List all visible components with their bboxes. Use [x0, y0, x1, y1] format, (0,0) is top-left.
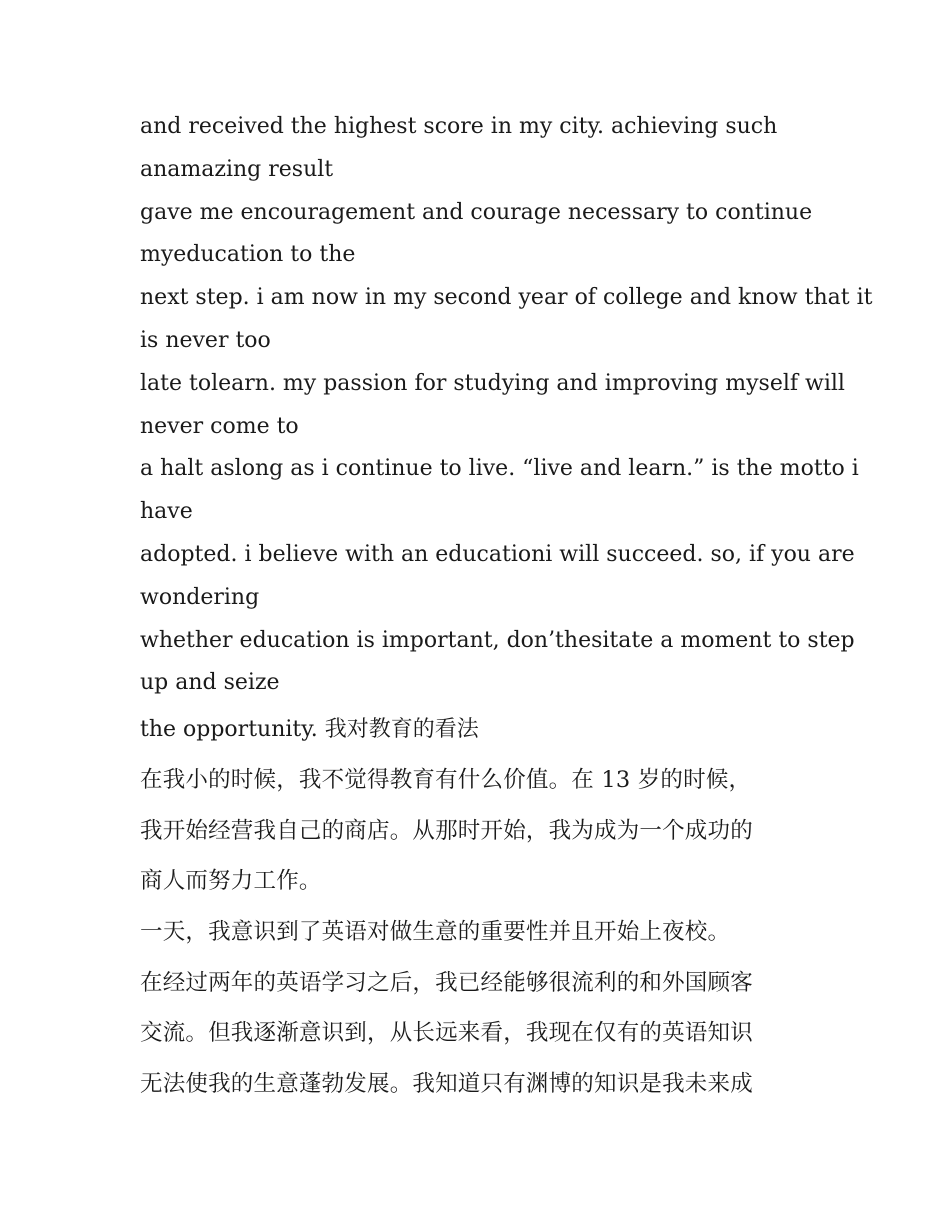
text-line: 我开始经营我自己的商店。从那时开始，我为成为一个成功的 — [140, 817, 753, 844]
text-line: 商人而努力工作。 — [140, 868, 322, 895]
text-line: whether education is important, don’thesitate a moment to step — [140, 627, 855, 653]
text-line: 一天，我意识到了英语对做生意的重要性并且开始上夜校。 — [140, 918, 731, 945]
text-line: next step. i am now in my second year of college and know that it — [140, 285, 873, 311]
document-body — [140, 106, 873, 1109]
section-title-line: the opportunity. 我对教育的看法 — [140, 717, 479, 743]
text-line: gave me encouragement and courage necessary to continue — [140, 199, 813, 225]
text-line: 在经过两年的英语学习之后，我已经能够很流利的和外国顾客 — [140, 969, 753, 996]
text-line: myeducation to the — [140, 242, 356, 268]
text-line: adopted. i believe with an educationi will succeed. so, if you are — [140, 541, 855, 567]
text-line: never come to — [140, 413, 299, 439]
text-line: is never too — [140, 327, 271, 353]
text-line: and received the highest score in my city. achieving such — [140, 114, 778, 139]
text-line: anamazing result — [140, 156, 334, 182]
text-line: wondering — [140, 584, 260, 610]
text-line: up and seize — [140, 670, 280, 696]
text-line: 无法使我的生意蓬勃发展。我知道只有渊博的知识是我未来成 — [140, 1070, 753, 1097]
text-line: 交流。但我逐渐意识到，从长远来看，我现在仅有的英语知识 — [140, 1020, 753, 1047]
text-line: a halt aslong as i continue to live. “live and learn.” is the motto i — [140, 456, 859, 482]
text-line: 在我小的时候，我不觉得教育有什么价值。在 13 岁的时候， — [140, 767, 752, 794]
text-line: have — [140, 499, 193, 525]
text-line: late tolearn. my passion for studying and improving myself will — [140, 370, 845, 396]
